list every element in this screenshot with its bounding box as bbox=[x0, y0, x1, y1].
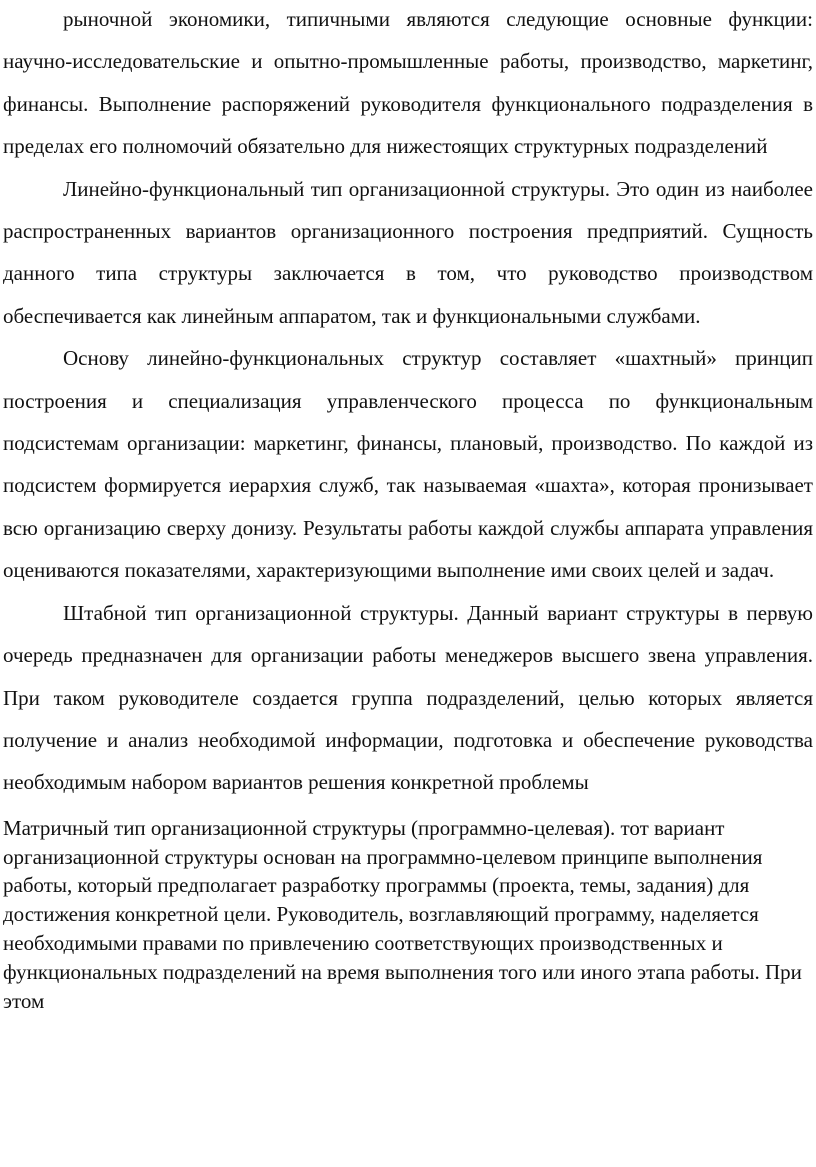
paragraph-linear-functional: Линейно-функциональный тип организационной структуры. Это один из наиболее распространенных вариантов организационного построения предприятий. Сущность данного типа структуры заключается в том, что руководство производством обеспечивается как линейным аппаратом, так и функциональными службами. bbox=[3, 176, 813, 328]
paragraph-functions: рыночной экономики, типичными являются следующие основные функции: научно-исследовательские и опытно-промышленные работы, производство, маркетинг, финансы. Выполнение распоряжений руководителя функционального подразделения в пределах его полномочий обязательно для нижестоящих структурных подразделений bbox=[3, 7, 813, 159]
paragraph-staff-type: Штабной тип организационной структуры. Данный вариант структуры в первую очередь предназначен для организации работы менеджеров высшего звена управления. При таком руководителе создается группа подразделений, целью которых является получение и анализ необходимой информации, подготовка и обеспечение руководства необходимым набором вариантов решения конкретной проблемы bbox=[3, 600, 813, 795]
paragraph-shaft-principle: Основу линейно-функциональных структур составляет «шахтный» принцип построения и специализация управленческого процесса по функциональным подсистемам организации: маркетинг, финансы, плановый, производство. По каждой из подсистем формируется иерархия служб, так называемая «шахта», которая пронизывает всю организацию сверху донизу. Результаты работы каждой службы аппарата управления оцениваются показателями, характеризующими выполнение ими своих целей и задач. bbox=[3, 346, 813, 583]
paragraph-matrix-type: Матричный тип организационной структуры (программно-целевая). тот вариант организационной структуры основан на программно-целевом принципе выполнения работы, который предполагает разработку программы (проекта, темы, задания) для достижения конкретной цели. Руководитель, возглавляющий программу, наделяется необходимыми правами по привлечению соответствующих производственных и функциональных подразделений на время выполнения того или иного этапа работы. При этом bbox=[3, 815, 802, 1013]
